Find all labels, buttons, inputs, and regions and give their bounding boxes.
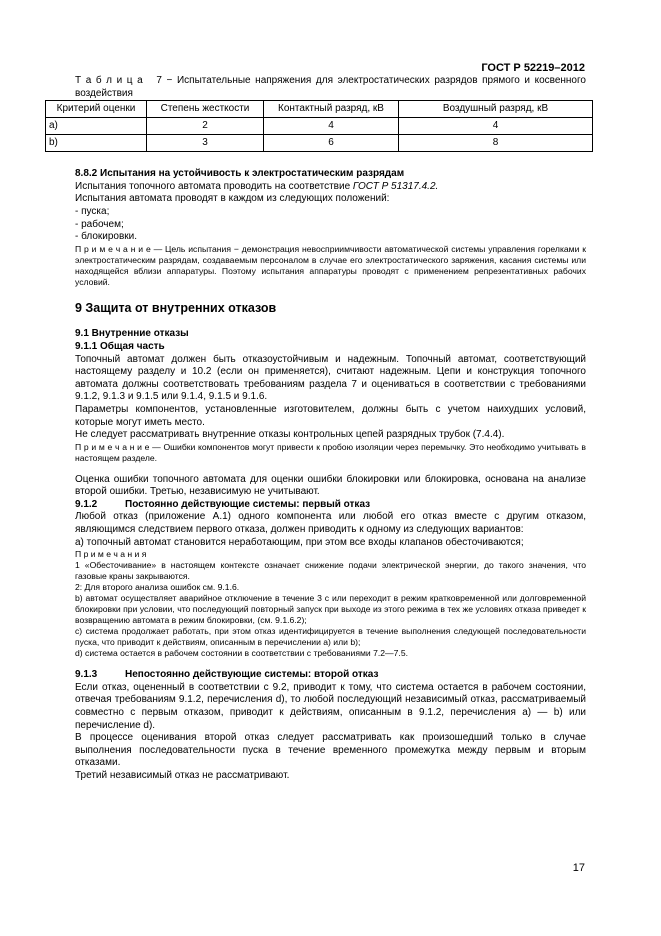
table-caption-text: − Испытательные напряжения для электростатических разрядов прямого и косвенного воздействия — [75, 75, 586, 99]
table-cell: 4 — [399, 118, 593, 135]
section-912-number: 9.1.2 — [75, 498, 98, 510]
paragraph: Не следует рассматривать внутренние отказы контрольных цепей разрядных трубок (7.4.4). — [75, 429, 505, 441]
section-882-title: 8.8.2 Испытания на устойчивость к электростатическим разрядам — [75, 168, 405, 180]
standard-reference: ГОСТ Р 51317.4.2. — [352, 180, 439, 192]
table-caption-label: Т а б л и ц а — [75, 75, 143, 86]
note-item: 1 «Обесточивание» в настоящем контексте означает снижение подачи электрической энергии, до такого значения, что газовые краны закрываются. — [75, 560, 586, 582]
note-item: c) система продолжает работать, при этом отказ идентифицируется в течение выполнения следующей последовательности пуска, что приводит к действиям, описанным в перечислении а) или b); — [75, 626, 586, 648]
paragraph: Топочный автомат должен быть отказоустойчивым и надежным. Топочный автомат, соответствующий настоящему разделу и 10.2 (если он применяется), считают надежным. Цепи и конструкция топочного автомата должны соответствовать требованиям раздела 7 и оцениваться в соответствии с требованиями 9.1.2, 9.1.3 и 9.1.5 или 9.1.4, 9.1.5 и 9.1.6. — [75, 353, 586, 403]
table-header-cell: Степень жесткости — [147, 101, 264, 118]
table-header-cell: Воздушный разряд, кВ — [399, 101, 593, 118]
table-header-cell: Критерий оценки — [46, 101, 147, 118]
note — [75, 244, 586, 288]
table-caption-number: 7 — [156, 75, 162, 86]
table-cell: b) — [46, 135, 147, 152]
section-912-title-text: Постоянно действующие системы: первый отказ — [125, 498, 371, 510]
list-item: - рабочем; — [75, 218, 124, 230]
document-header: ГОСТ Р 52219–2012 — [481, 62, 585, 74]
table-caption — [75, 75, 586, 100]
paragraph: Любой отказ (приложение А.1) одного компонента или любой его отказ вместе с другим отказом, являющимся следствием первого отказа, должен приводить к одному из следующих вариантов: — [75, 511, 586, 536]
list-item: - блокировки. — [75, 231, 138, 243]
table-cell: 6 — [264, 135, 399, 152]
section-913-title-text: Непостоянно действующие системы: второй отказ — [125, 669, 379, 681]
notes-label: П р и м е ч а н и я — [75, 549, 147, 560]
note-label: П р и м е ч а н и е — [75, 441, 150, 452]
note-text: — Ошибки компонентов могут привести к пробою изоляции через перемычку. Это необходимо учитывать в настоящем разделе. — [75, 441, 586, 463]
paragraph-text: Испытания топочного автомата проводить на соответствие — [75, 180, 353, 192]
table-cell: 3 — [147, 135, 264, 152]
page-number: 17 — [572, 862, 585, 874]
section-91-title: 9.1 Внутренние отказы — [75, 328, 189, 340]
note-item: 2: Для второго анализа ошибок см. 9.1.6. — [75, 582, 240, 593]
note-item: d) система остается в рабочем состоянии в соответствии с требованиями 7.2—7.5. — [75, 648, 408, 659]
table-header-cell: Контактный разряд, кВ — [264, 101, 399, 118]
section-913-number: 9.1.3 — [75, 669, 98, 681]
section-9-title: 9 Защита от внутренних отказов — [75, 300, 277, 315]
paragraph: Испытания автомата проводят в каждом из следующих положений: — [75, 193, 390, 205]
note — [75, 442, 586, 464]
paragraph: а) топочный автомат становится неработающим, при этом все входы клапанов обесточиваются; — [75, 536, 524, 548]
section-911-title: 9.1.1 Общая часть — [75, 340, 165, 352]
test-voltage-table — [45, 100, 593, 152]
paragraph: Если отказ, оцененный в соответствии с 9.2, приводит к тому, что система остается в рабочем состоянии, отвечая требованиям 9.1.2, перечисления d), то любой последующий независимый отказ, рассматриваемый совместно с первым отказом, приводит к действиям, описанным в 9.1.2, перечисления а) — b) или перечисление d). — [75, 681, 586, 731]
paragraph: В процессе оценивания второй отказ следует рассматривать как произошедший только в случае выполнения последовательности пуска в течение временного промежутка между первым и вторым отказами. — [75, 732, 586, 769]
note-text: — Цель испытания − демонстрация невосприимчивости автоматической системы управления горелками к электростатическим разрядам, создаваемым персоналом в случае его электростатического заряжения, касания системы или находящейся вблизи аппаратуры. Поэтому испытания аппаратуры проводят с применением репрезентативных рабочих условий. — [75, 243, 586, 287]
list-item: - пуска; — [75, 205, 110, 217]
section-913-title — [75, 669, 586, 682]
note-item: b) автомат осуществляет аварийное отключение в течение 3 с или переходит в режим кратковременной или долговременной блокировки при условии, что последующий повторный запуск при выходе из этого режима в тех же условиях отказа приведет к возвращению автомата в режим блокировки, (см. 9.1.6.2); — [75, 593, 586, 626]
page-content — [49, 75, 586, 783]
table-cell: 4 — [264, 118, 399, 135]
paragraph — [75, 181, 586, 194]
table-cell: а) — [46, 118, 147, 135]
paragraph: Третий независимый отказ не рассматривают. — [75, 770, 290, 781]
table-cell: 8 — [399, 135, 593, 152]
table-cell: 2 — [147, 118, 264, 135]
table-row — [46, 118, 593, 135]
paragraph: Оценка ошибки топочного автомата для оценки ошибки блокировки или блокировка, основана на анализе второй ошибки. Третью, независимую не учитывают. — [75, 473, 586, 498]
section-912-title — [75, 499, 586, 512]
note-label: П р и м е ч а н и е — [75, 243, 151, 254]
table-row — [46, 135, 593, 152]
table-header-row — [46, 101, 593, 118]
paragraph: Параметры компонентов, установленные изготовителем, должны быть с учетом наихудших условий, которые могут иметь место. — [75, 403, 586, 428]
